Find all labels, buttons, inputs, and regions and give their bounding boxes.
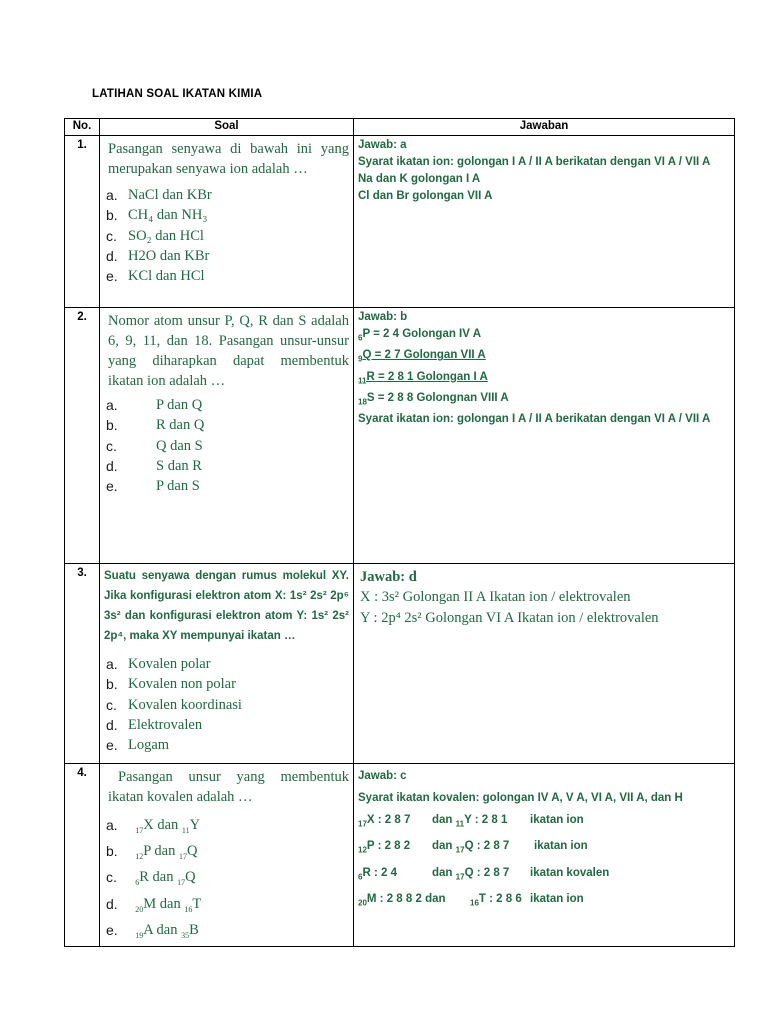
option-item: d. H2O dan KBr [106, 247, 210, 264]
question-cell [100, 308, 354, 564]
option-item: c. $_6$R dan $_{17}$Q [106, 869, 196, 888]
option-item: c. Q dan S [106, 437, 203, 454]
option-item: b. Kovalen non polar [106, 676, 236, 693]
option-item: e. P dan S [106, 478, 200, 495]
option-item: b. CH₄ dan NH₃ [106, 207, 208, 224]
answer-row: $_6$R : 2 4 dan $_{17}$Q : 2 8 7 ikatan kovalen [358, 866, 610, 881]
answer-line: $_6$P = 2 4 Golongan IV A [358, 328, 481, 343]
answer-line: Na dan K golongan I A [358, 173, 481, 185]
question-text: Pasangan unsur yang membentuk ikatan kovalen adalah … [108, 769, 349, 805]
option-item: a. NaCl dan KBr [106, 187, 212, 203]
header-no: No. [65, 119, 100, 136]
answer-row: $_{17}$X : 2 8 7 dan $_{11}$Y : 2 8 1 ikatan ion [358, 814, 584, 829]
question-cell [100, 136, 354, 308]
option-item: d. $_{20}$M dan $_{16}$T [106, 895, 202, 914]
answer-cell [354, 564, 735, 764]
table-row [65, 764, 735, 947]
option-list [100, 815, 353, 946]
answer-line: X : 3s² Golongan II A Ikatan ion / elektrovalen [360, 589, 631, 605]
question-number: 1. [65, 136, 100, 308]
question-number: 4. [65, 764, 100, 947]
answer-cell [354, 308, 735, 564]
option-item: d. S dan R [106, 457, 202, 474]
answer-line: Syarat ikatan ion: golongan I A / II A berikatan dengan VI A / VII A [358, 156, 711, 168]
question-number: 2. [65, 308, 100, 564]
header-soal: Soal [100, 119, 354, 136]
answer-line: Jawab: a [358, 139, 407, 151]
option-list [100, 654, 353, 755]
option-item: b. $_{12}$P dan $_{17}$Q [106, 843, 198, 862]
answer-line: $_{18}$S = 2 8 8 Golongnan VIII A [358, 391, 509, 407]
answer-heading: Jawab: c [358, 770, 407, 782]
answer-line: Syarat ikatan ion: golongan I A / II A berikatan dengan VI A / VII A [358, 413, 711, 426]
answer-row: $_{12}$P : 2 8 2 dan $_{17}$Q : 2 8 7 ikatan ion [358, 840, 588, 855]
header-jawaban: Jawaban [354, 119, 735, 136]
table-row [65, 564, 735, 764]
question-text: Pasangan senyawa di bawah ini yang merupakan senyawa ion adalah … [108, 141, 349, 177]
option-item: e. $_{19}$A dan $_{35}$B [106, 921, 199, 940]
question-text: Suatu senyawa dengan rumus molekul XY. Jika konfigurasi elektron atom X: 1s² 2s² 2p⁶ 3s² dan konfigurasi elektron atom Y: 1s² 2s² 2p⁴, maka XY mempunyai ikatan … [104, 570, 350, 642]
answer-heading: Jawab: d [360, 569, 417, 585]
answer-cell [354, 764, 735, 947]
answer-heading: Jawab: b [358, 311, 408, 323]
option-item: a. Kovalen polar [106, 656, 211, 672]
option-item: e. Logam [106, 737, 170, 754]
config-y: 1s² 2s² 2p⁴ [104, 610, 350, 642]
answer-line: Y : 2p⁴ 2s² Golongan VI A Ikatan ion / elektrovalen [360, 609, 659, 626]
answer-row: $_{20}$M : 2 8 8 2 dan $_{16}$T : 2 8 6 ikatan ion [358, 892, 584, 908]
question-table [64, 118, 735, 947]
option-item: d. Elektrovalen [106, 716, 203, 733]
option-list [100, 185, 353, 286]
question-cell [100, 564, 354, 764]
question-cell [100, 764, 354, 947]
option-item: c. Kovalen koordinasi [106, 696, 242, 713]
option-item: a. P dan Q [106, 397, 203, 413]
table-row [65, 308, 735, 564]
table-header-row [65, 119, 735, 136]
question-text: Nomor atom unsur P, Q, R dan S adalah 6, 9, 11, dan 18. Pasangan unsur-unsur yang diharapkan dapat membentuk ikatan ion adalah … [108, 313, 349, 389]
answer-cell [354, 136, 735, 308]
answer-line: Cl dan Br golongan VII A [358, 190, 493, 202]
answer-line: $_{11}$R = 2 8 1 Golongan I A [358, 370, 488, 385]
question-number: 3. [65, 564, 100, 764]
answer-line: $_9$Q = 2 7 Golongan VII A [358, 349, 486, 364]
config-x: 1s² 2s² 2p⁶ 3s² [104, 590, 349, 622]
option-item: e. KCl dan HCl [106, 268, 205, 285]
option-list [100, 395, 353, 496]
option-item: b. R dan Q [106, 417, 205, 434]
option-item: c. SO₂ dan HCl [106, 227, 204, 244]
answer-line: Syarat ikatan kovalen: golongan IV A, V A, VI A, VII A, dan H [358, 792, 683, 804]
option-item: a. $_{17}$X dan $_{11}$Y [106, 817, 201, 835]
table-row [65, 136, 735, 308]
document-title: LATIHAN SOAL IKATAN KIMIA [92, 88, 263, 100]
